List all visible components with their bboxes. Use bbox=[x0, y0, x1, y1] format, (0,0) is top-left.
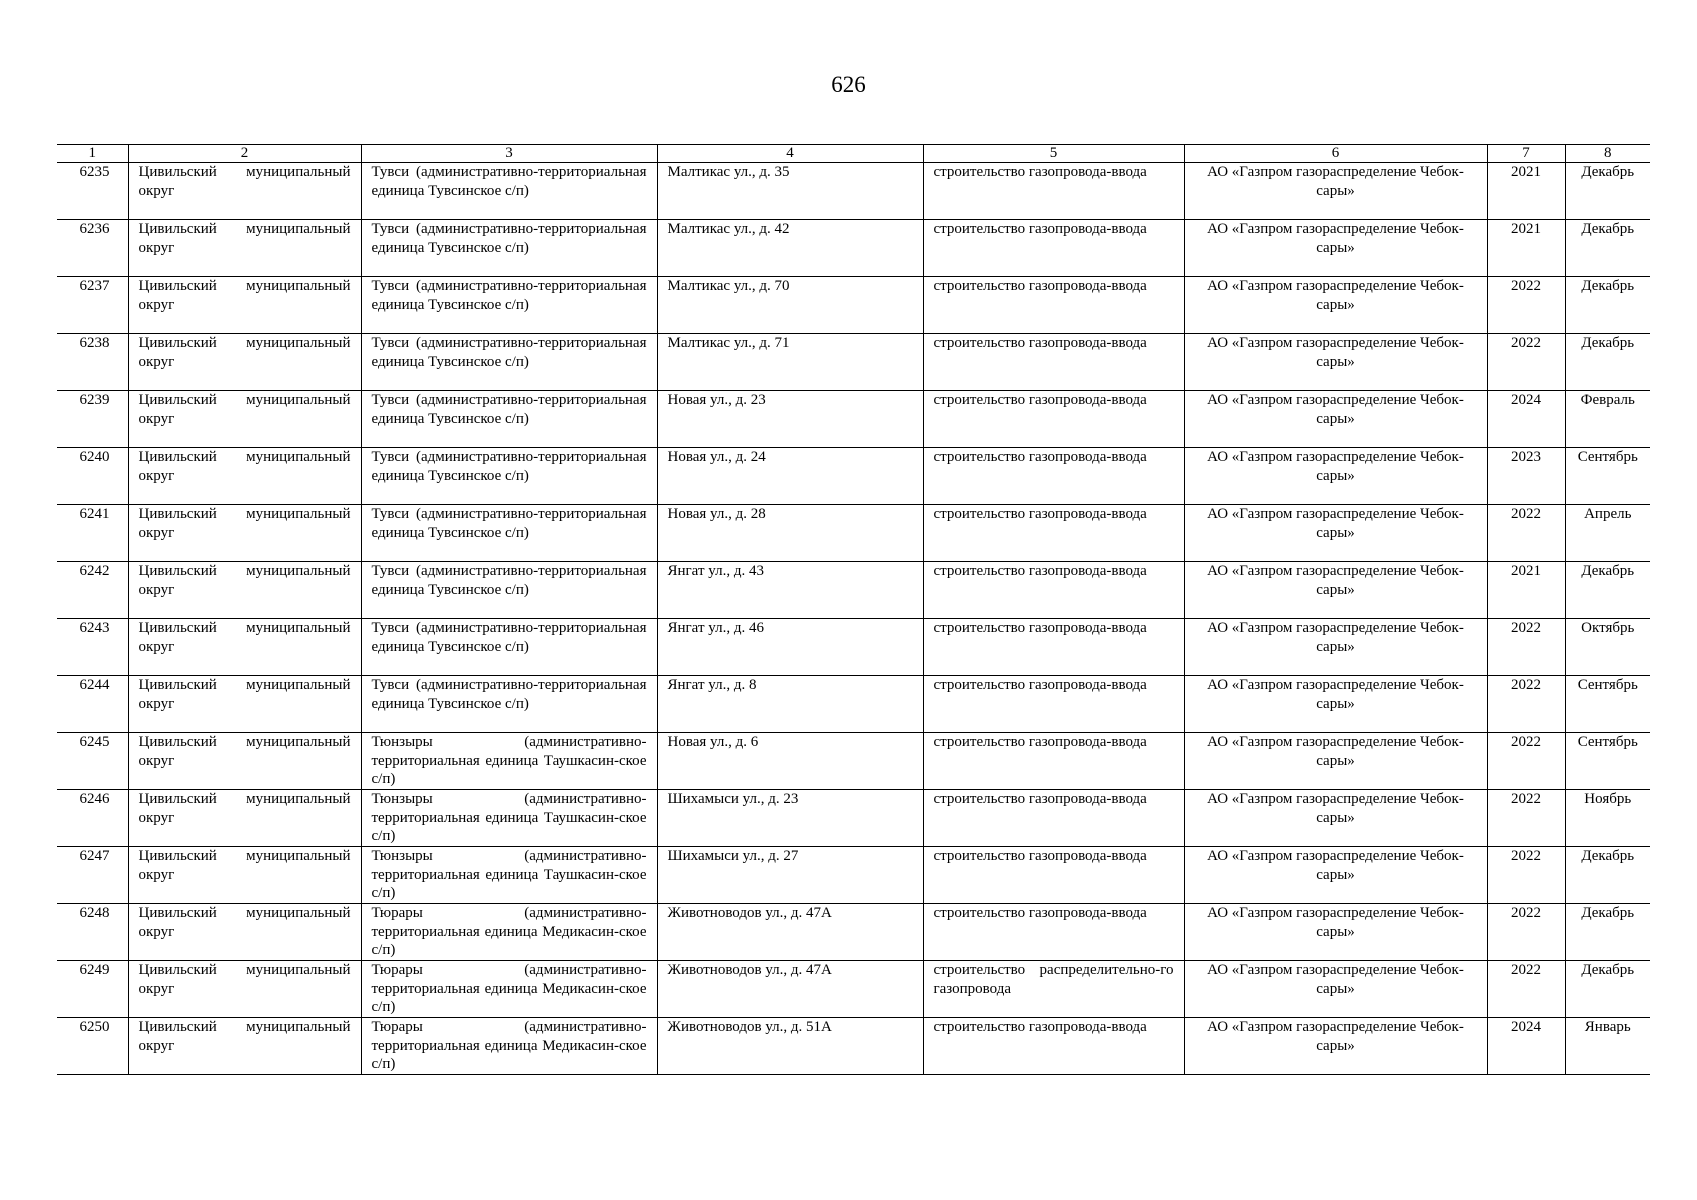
table-row bbox=[57, 505, 1650, 562]
year-cell: 2022 bbox=[1487, 505, 1565, 562]
work-type-cell: строительство газопровода-ввода bbox=[923, 562, 1184, 619]
month-cell: Апрель bbox=[1565, 505, 1650, 562]
year-cell: 2022 bbox=[1487, 733, 1565, 790]
table-row bbox=[57, 904, 1650, 961]
column-header: 1 bbox=[57, 145, 128, 163]
organization-cell: АО «Газпром газораспределение Чебок-сары» bbox=[1184, 961, 1487, 1018]
table-row bbox=[57, 562, 1650, 619]
locality-cell: Тувси (административно-территориальная единица Тувсинское с/п) bbox=[361, 676, 657, 733]
organization-cell: АО «Газпром газораспределение Чебок-сары» bbox=[1184, 448, 1487, 505]
row-number: 6250 bbox=[57, 1018, 128, 1075]
table-row bbox=[57, 448, 1650, 505]
month-cell: Февраль bbox=[1565, 391, 1650, 448]
column-header: 7 bbox=[1487, 145, 1565, 163]
district-cell: Цивильский муниципальный округ bbox=[128, 163, 361, 220]
locality-cell: Тувси (административно-территориальная единица Тувсинское с/п) bbox=[361, 391, 657, 448]
row-number: 6242 bbox=[57, 562, 128, 619]
year-cell: 2022 bbox=[1487, 334, 1565, 391]
table-row bbox=[57, 1018, 1650, 1075]
month-cell: Декабрь bbox=[1565, 220, 1650, 277]
year-cell: 2021 bbox=[1487, 163, 1565, 220]
organization-cell: АО «Газпром газораспределение Чебок-сары» bbox=[1184, 562, 1487, 619]
address-cell: Янгат ул., д. 8 bbox=[657, 676, 923, 733]
work-type-cell: строительство газопровода-ввода bbox=[923, 733, 1184, 790]
organization-cell: АО «Газпром газораспределение Чебок-сары» bbox=[1184, 676, 1487, 733]
district-cell: Цивильский муниципальный округ bbox=[128, 562, 361, 619]
address-cell: Янгат ул., д. 46 bbox=[657, 619, 923, 676]
address-cell: Шихамыси ул., д. 27 bbox=[657, 847, 923, 904]
month-cell: Сентябрь bbox=[1565, 676, 1650, 733]
year-cell: 2022 bbox=[1487, 277, 1565, 334]
locality-cell: Тувси (административно-территориальная единица Тувсинское с/п) bbox=[361, 163, 657, 220]
work-type-cell: строительство газопровода-ввода bbox=[923, 790, 1184, 847]
page-number: 626 bbox=[831, 72, 866, 97]
month-cell: Декабрь bbox=[1565, 163, 1650, 220]
month-cell: Ноябрь bbox=[1565, 790, 1650, 847]
organization-cell: АО «Газпром газораспределение Чебок-сары» bbox=[1184, 733, 1487, 790]
locality-cell: Тувси (административно-территориальная единица Тувсинское с/п) bbox=[361, 619, 657, 676]
year-cell: 2021 bbox=[1487, 562, 1565, 619]
organization-cell: АО «Газпром газораспределение Чебок-сары» bbox=[1184, 1018, 1487, 1075]
column-header: 8 bbox=[1565, 145, 1650, 163]
organization-cell: АО «Газпром газораспределение Чебок-сары» bbox=[1184, 163, 1487, 220]
address-cell: Новая ул., д. 23 bbox=[657, 391, 923, 448]
row-number: 6249 bbox=[57, 961, 128, 1018]
month-cell: Декабрь bbox=[1565, 961, 1650, 1018]
organization-cell: АО «Газпром газораспределение Чебок-сары» bbox=[1184, 790, 1487, 847]
table-row bbox=[57, 790, 1650, 847]
locality-cell: Тюнзыры (административно-территориальная единица Таушкасин-ское с/п) bbox=[361, 847, 657, 904]
month-cell: Декабрь bbox=[1565, 334, 1650, 391]
year-cell: 2024 bbox=[1487, 391, 1565, 448]
registry-table bbox=[57, 144, 1650, 1075]
locality-cell: Тувси (административно-территориальная единица Тувсинское с/п) bbox=[361, 220, 657, 277]
locality-cell: Тувси (административно-территориальная единица Тувсинское с/п) bbox=[361, 277, 657, 334]
organization-cell: АО «Газпром газораспределение Чебок-сары» bbox=[1184, 904, 1487, 961]
month-cell: Сентябрь bbox=[1565, 448, 1650, 505]
work-type-cell: строительство распределительно-го газопровода bbox=[923, 961, 1184, 1018]
column-header: 2 bbox=[128, 145, 361, 163]
column-header: 4 bbox=[657, 145, 923, 163]
row-number: 6241 bbox=[57, 505, 128, 562]
district-cell: Цивильский муниципальный округ bbox=[128, 1018, 361, 1075]
address-cell: Животноводов ул., д. 47А bbox=[657, 961, 923, 1018]
work-type-cell: строительство газопровода-ввода bbox=[923, 505, 1184, 562]
table-row bbox=[57, 334, 1650, 391]
district-cell: Цивильский муниципальный округ bbox=[128, 391, 361, 448]
address-cell: Животноводов ул., д. 51А bbox=[657, 1018, 923, 1075]
row-number: 6248 bbox=[57, 904, 128, 961]
row-number: 6238 bbox=[57, 334, 128, 391]
district-cell: Цивильский муниципальный округ bbox=[128, 790, 361, 847]
work-type-cell: строительство газопровода-ввода bbox=[923, 277, 1184, 334]
district-cell: Цивильский муниципальный округ bbox=[128, 220, 361, 277]
year-cell: 2022 bbox=[1487, 961, 1565, 1018]
work-type-cell: строительство газопровода-ввода bbox=[923, 619, 1184, 676]
locality-cell: Тюрары (административно-территориальная единица Медикасин-ское с/п) bbox=[361, 904, 657, 961]
address-cell: Новая ул., д. 6 bbox=[657, 733, 923, 790]
table-row bbox=[57, 676, 1650, 733]
year-cell: 2022 bbox=[1487, 790, 1565, 847]
locality-cell: Тюрары (административно-территориальная единица Медикасин-ское с/п) bbox=[361, 961, 657, 1018]
address-cell: Малтикас ул., д. 35 bbox=[657, 163, 923, 220]
locality-cell: Тюнзыры (административно-территориальная единица Таушкасин-ское с/п) bbox=[361, 790, 657, 847]
table-row bbox=[57, 733, 1650, 790]
year-cell: 2022 bbox=[1487, 676, 1565, 733]
organization-cell: АО «Газпром газораспределение Чебок-сары» bbox=[1184, 220, 1487, 277]
locality-cell: Тюрары (административно-территориальная единица Медикасин-ское с/п) bbox=[361, 1018, 657, 1075]
address-cell: Шихамыси ул., д. 23 bbox=[657, 790, 923, 847]
month-cell: Сентябрь bbox=[1565, 733, 1650, 790]
year-cell: 2022 bbox=[1487, 904, 1565, 961]
row-number: 6244 bbox=[57, 676, 128, 733]
work-type-cell: строительство газопровода-ввода bbox=[923, 1018, 1184, 1075]
address-cell: Малтикас ул., д. 71 bbox=[657, 334, 923, 391]
month-cell: Январь bbox=[1565, 1018, 1650, 1075]
address-cell: Малтикас ул., д. 42 bbox=[657, 220, 923, 277]
year-cell: 2022 bbox=[1487, 619, 1565, 676]
work-type-cell: строительство газопровода-ввода bbox=[923, 163, 1184, 220]
address-cell: Новая ул., д. 24 bbox=[657, 448, 923, 505]
year-cell: 2023 bbox=[1487, 448, 1565, 505]
address-cell: Новая ул., д. 28 bbox=[657, 505, 923, 562]
work-type-cell: строительство газопровода-ввода bbox=[923, 904, 1184, 961]
organization-cell: АО «Газпром газораспределение Чебок-сары» bbox=[1184, 334, 1487, 391]
table-row bbox=[57, 847, 1650, 904]
table-row bbox=[57, 391, 1650, 448]
work-type-cell: строительство газопровода-ввода bbox=[923, 220, 1184, 277]
organization-cell: АО «Газпром газораспределение Чебок-сары» bbox=[1184, 277, 1487, 334]
district-cell: Цивильский муниципальный округ bbox=[128, 505, 361, 562]
column-header: 6 bbox=[1184, 145, 1487, 163]
district-cell: Цивильский муниципальный округ bbox=[128, 961, 361, 1018]
locality-cell: Тюнзыры (административно-территориальная единица Таушкасин-ское с/п) bbox=[361, 733, 657, 790]
district-cell: Цивильский муниципальный округ bbox=[128, 676, 361, 733]
table-row bbox=[57, 277, 1650, 334]
table-row bbox=[57, 163, 1650, 220]
locality-cell: Тувси (административно-территориальная единица Тувсинское с/п) bbox=[361, 448, 657, 505]
year-cell: 2021 bbox=[1487, 220, 1565, 277]
address-cell: Животноводов ул., д. 47А bbox=[657, 904, 923, 961]
organization-cell: АО «Газпром газораспределение Чебок-сары» bbox=[1184, 505, 1487, 562]
month-cell: Декабрь bbox=[1565, 562, 1650, 619]
work-type-cell: строительство газопровода-ввода bbox=[923, 448, 1184, 505]
month-cell: Декабрь bbox=[1565, 277, 1650, 334]
year-cell: 2022 bbox=[1487, 847, 1565, 904]
locality-cell: Тувси (административно-территориальная единица Тувсинское с/п) bbox=[361, 505, 657, 562]
address-cell: Малтикас ул., д. 70 bbox=[657, 277, 923, 334]
work-type-cell: строительство газопровода-ввода bbox=[923, 391, 1184, 448]
table-row bbox=[57, 619, 1650, 676]
row-number: 6236 bbox=[57, 220, 128, 277]
row-number: 6247 bbox=[57, 847, 128, 904]
column-header: 5 bbox=[923, 145, 1184, 163]
locality-cell: Тувси (административно-территориальная единица Тувсинское с/п) bbox=[361, 334, 657, 391]
district-cell: Цивильский муниципальный округ bbox=[128, 733, 361, 790]
work-type-cell: строительство газопровода-ввода bbox=[923, 847, 1184, 904]
district-cell: Цивильский муниципальный округ bbox=[128, 904, 361, 961]
year-cell: 2024 bbox=[1487, 1018, 1565, 1075]
row-number: 6239 bbox=[57, 391, 128, 448]
locality-cell: Тувси (административно-территориальная единица Тувсинское с/п) bbox=[361, 562, 657, 619]
row-number: 6245 bbox=[57, 733, 128, 790]
district-cell: Цивильский муниципальный округ bbox=[128, 277, 361, 334]
district-cell: Цивильский муниципальный округ bbox=[128, 847, 361, 904]
organization-cell: АО «Газпром газораспределение Чебок-сары» bbox=[1184, 391, 1487, 448]
row-number: 6243 bbox=[57, 619, 128, 676]
organization-cell: АО «Газпром газораспределение Чебок-сары» bbox=[1184, 847, 1487, 904]
column-header: 3 bbox=[361, 145, 657, 163]
row-number: 6246 bbox=[57, 790, 128, 847]
organization-cell: АО «Газпром газораспределение Чебок-сары» bbox=[1184, 619, 1487, 676]
district-cell: Цивильский муниципальный округ bbox=[128, 448, 361, 505]
district-cell: Цивильский муниципальный округ bbox=[128, 619, 361, 676]
district-cell: Цивильский муниципальный округ bbox=[128, 334, 361, 391]
column-number-row bbox=[57, 145, 1650, 163]
work-type-cell: строительство газопровода-ввода bbox=[923, 676, 1184, 733]
table-row bbox=[57, 961, 1650, 1018]
month-cell: Октябрь bbox=[1565, 619, 1650, 676]
work-type-cell: строительство газопровода-ввода bbox=[923, 334, 1184, 391]
row-number: 6235 bbox=[57, 163, 128, 220]
table-row bbox=[57, 220, 1650, 277]
row-number: 6240 bbox=[57, 448, 128, 505]
row-number: 6237 bbox=[57, 277, 128, 334]
month-cell: Декабрь bbox=[1565, 847, 1650, 904]
month-cell: Декабрь bbox=[1565, 904, 1650, 961]
address-cell: Янгат ул., д. 43 bbox=[657, 562, 923, 619]
